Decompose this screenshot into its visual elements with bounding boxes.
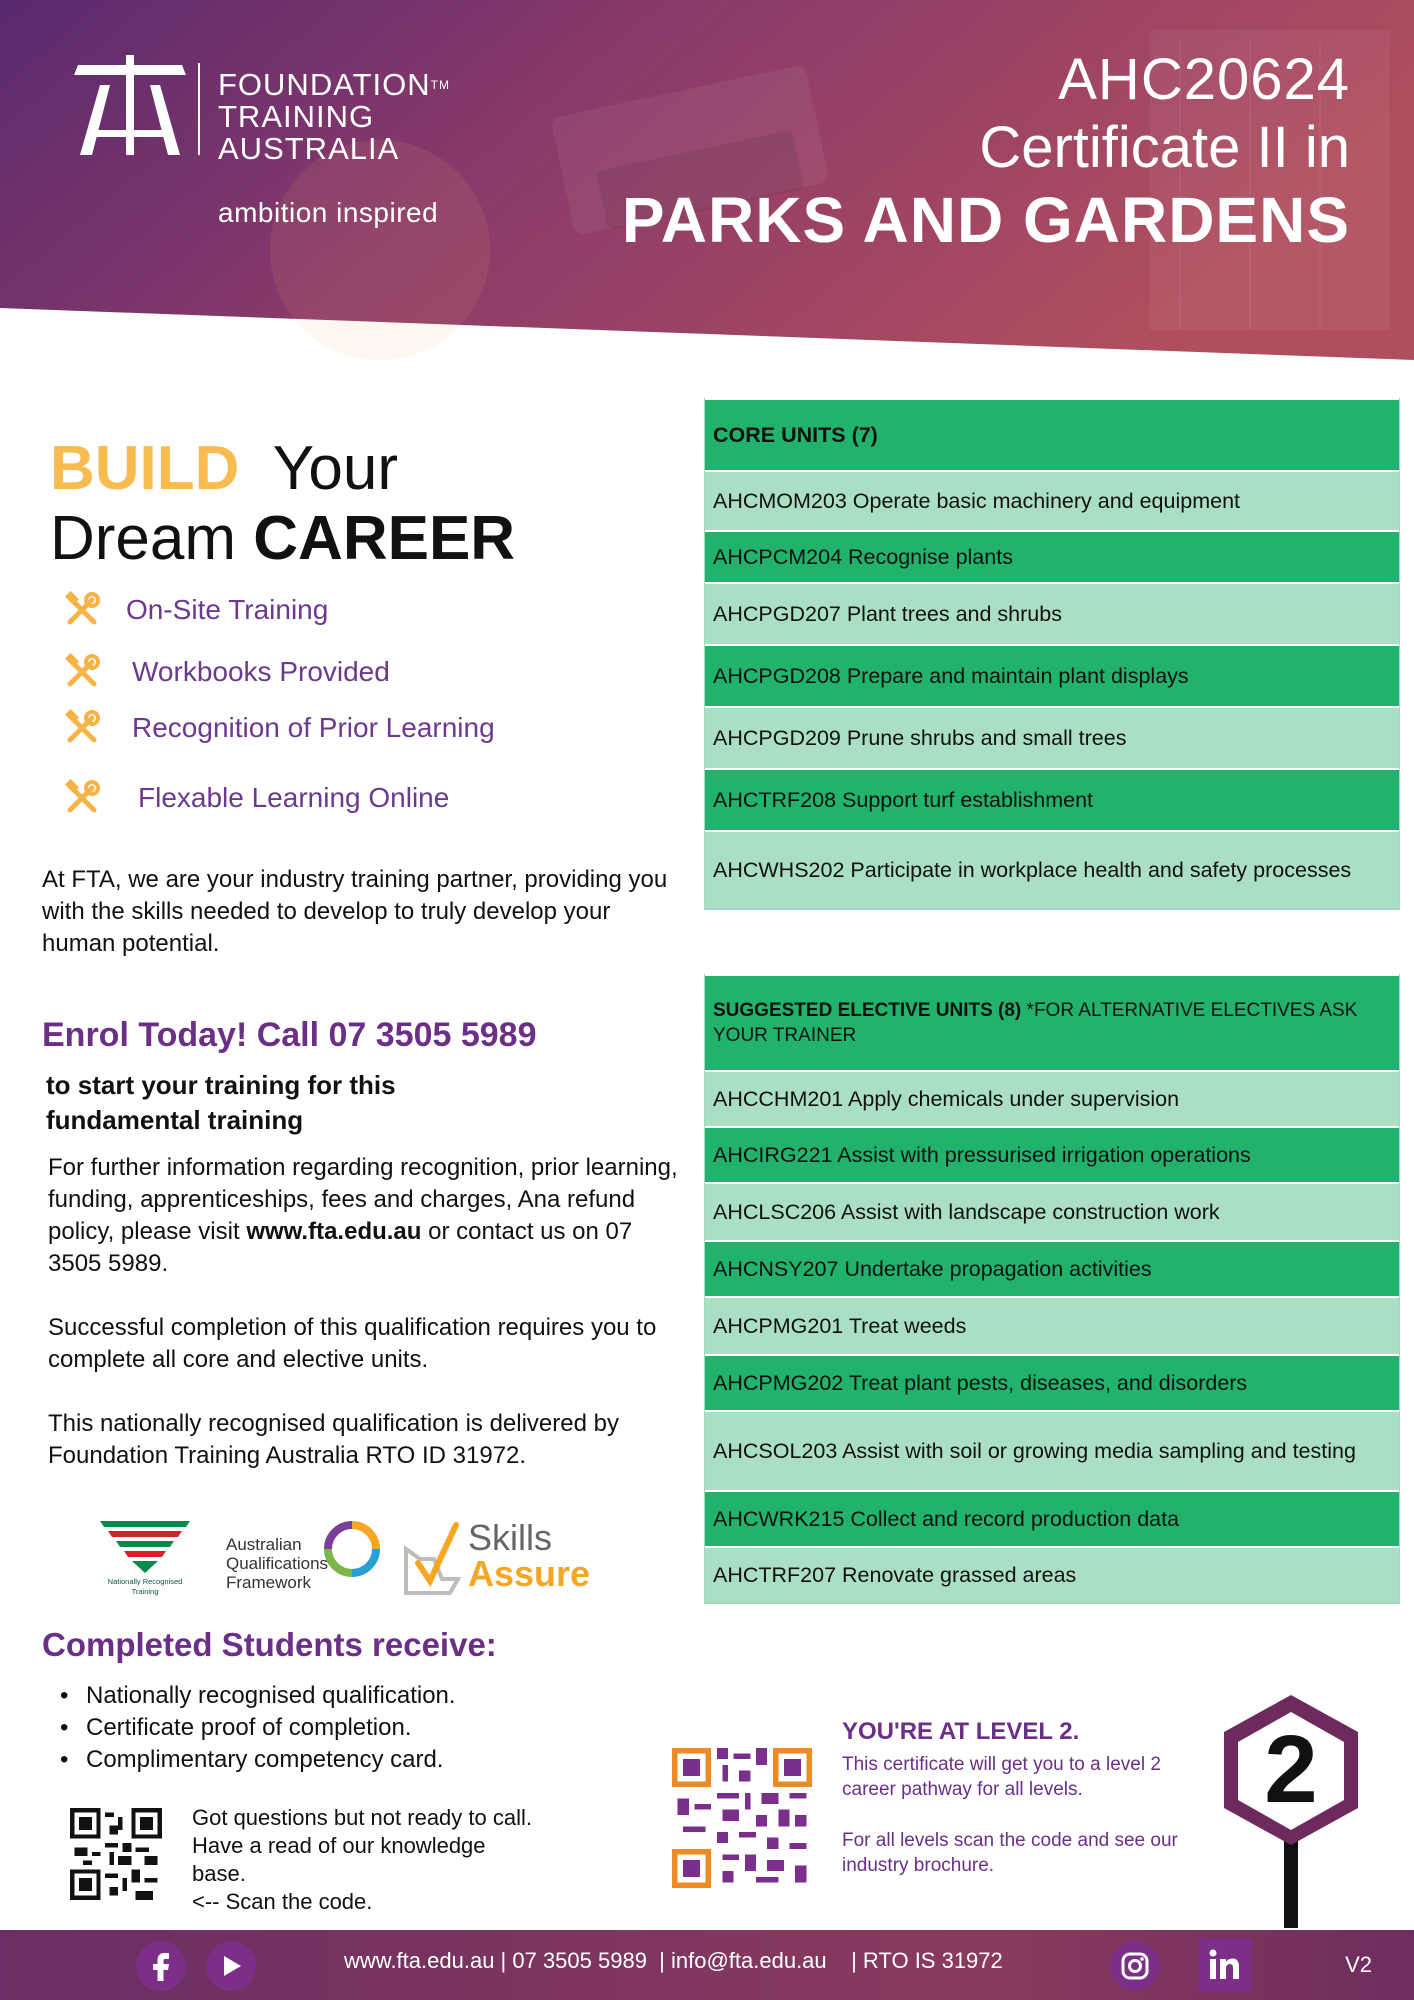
fta-logo-text: FOUNDATION™ TRAINING AUSTRALIA [218,67,450,166]
build-career-heading: BUILD Your Dream CAREER [50,434,516,573]
table-row: AHCWHS202 Participate in workplace health and safety processes [705,830,1399,910]
skills-assure-icon [400,1519,464,1599]
table-row: AHCPCM204 Recognise plants [705,530,1399,582]
tools-icon [62,708,102,748]
rto-paragraph: This nationally recognised qualification is delivered by Foundation Training Australia RTO ID 31972. [48,1410,619,1469]
tools-icon [62,652,102,692]
list-item: • Certificate proof of completion. [56,1712,456,1744]
table-row: AHCPGD207 Plant trees and shrubs [705,582,1399,644]
feature-item [62,708,495,748]
aqf-logo-icon [322,1519,382,1579]
header-banner [0,0,1414,360]
nrt-logo-icon [90,1515,200,1575]
list-item: • Complimentary competency card. [56,1744,456,1776]
footer [0,1930,1414,2000]
skills-assure-logo: Skills Assure [400,1515,600,1605]
receive-list [56,1680,456,1776]
aqf-logo: Australian Qualifications Framework [226,1519,386,1599]
fta-logo[interactable] [70,55,470,235]
feature-label: Recognition of Prior Learning [132,712,495,743]
level-scan-note: For all levels scan the code and see our industry brochure. [842,1830,1178,1876]
certificate-title: PARKS AND GARDENS [621,184,1350,256]
feature-item [62,590,328,630]
table-row: AHCTRF207 Renovate grassed areas [705,1546,1399,1604]
table-row: AHCPGD208 Prepare and maintain plant displays [705,644,1399,706]
version-label: V2 [1345,1952,1372,1977]
knowledge-base-qr-icon[interactable] [70,1808,162,1900]
youtube-icon[interactable] [206,1941,256,1991]
feature-label: Workbooks Provided [132,656,390,687]
info-paragraph: For further information regarding recognition, prior learning, funding, apprenticeships, fees and charges, Ana refund policy, please visit www.fta.edu.au or contact us on 07 3505 5989. [48,1154,678,1277]
feature-label: Flexable Learning Online [138,782,450,813]
certificate-name: Certificate II in [979,115,1350,180]
instagram-icon[interactable] [1110,1941,1160,1991]
level-badge [1206,1690,1386,1930]
facebook-icon[interactable] [136,1941,186,1991]
table-row: AHCIRG221 Assist with pressurised irrigation operations [705,1126,1399,1182]
table-header: SUGGESTED ELECTIVE UNITS (8) *FOR ALTERNATIVE ELECTIVES ASK YOUR TRAINER [705,974,1399,1070]
fta-logo-mark-icon [70,55,190,165]
table-row: AHCCHM201 Apply chemicals under supervision [705,1070,1399,1126]
tools-icon [62,778,102,818]
list-item: • Nationally recognised qualification. [56,1680,456,1712]
table-header: CORE UNITS (7) [705,398,1399,470]
intro-paragraph: At FTA, we are your industry training partner, providing you with the skills needed to develop to truly develop your human potential. [42,866,668,957]
table-row: AHCTRF208 Support turf establishment [705,768,1399,830]
footer-contact: www.fta.edu.au | 07 3505 5989 | info@fta.edu.au | RTO IS 31972 [344,1948,1003,1973]
feature-item [62,778,449,818]
nrt-logo: Nationally Recognised Training [90,1515,200,1605]
enrol-subheading: to start your training for this fundamental training [46,1070,396,1135]
industry-brochure-qr-icon[interactable] [672,1748,812,1888]
tagline: ambition inspired [218,197,439,228]
table-row: AHCPMG202 Treat plant pests, diseases, and disorders [705,1354,1399,1410]
level-heading: YOU'RE AT LEVEL 2. [842,1718,1080,1745]
linkedin-icon[interactable] [1198,1938,1252,1992]
table-row: AHCWRK215 Collect and record production data [705,1490,1399,1546]
table-row: AHCPMG201 Treat weeds [705,1296,1399,1354]
table-row: AHCLSC206 Assist with landscape construction work [705,1182,1399,1240]
core-units-table [704,398,1400,910]
knowledge-base-text: Got questions but not ready to call. Have a read of our knowledge base. <-- Scan the code. [192,1805,532,1914]
elective-units-table [704,974,1400,1604]
certificate-code: AHC20624 [1058,47,1350,112]
feature-label: On-Site Training [126,594,329,625]
table-row: AHCSOL203 Assist with soil or growing media sampling and testing [705,1410,1399,1490]
certificate-heading [622,48,1350,256]
enrol-call-heading[interactable]: Enrol Today! Call 07 3505 5989 [42,1016,537,1054]
partner-logos [90,1515,610,1605]
website-link[interactable]: www.fta.edu.au [246,1218,422,1245]
feature-item [62,652,390,692]
level-number: 2 [1264,1716,1318,1823]
tools-icon [62,590,102,630]
completion-paragraph: Successful completion of this qualification requires you to complete all core and elective units. [48,1314,657,1373]
table-row: AHCMOM203 Operate basic machinery and equipment [705,470,1399,530]
table-row: AHCNSY207 Undertake propagation activities [705,1240,1399,1296]
level-description: This certificate will get you to a level 2 career pathway for all levels. [842,1754,1161,1800]
table-row: AHCPGD209 Prune shrubs and small trees [705,706,1399,768]
completed-heading: Completed Students receive: [42,1626,497,1663]
